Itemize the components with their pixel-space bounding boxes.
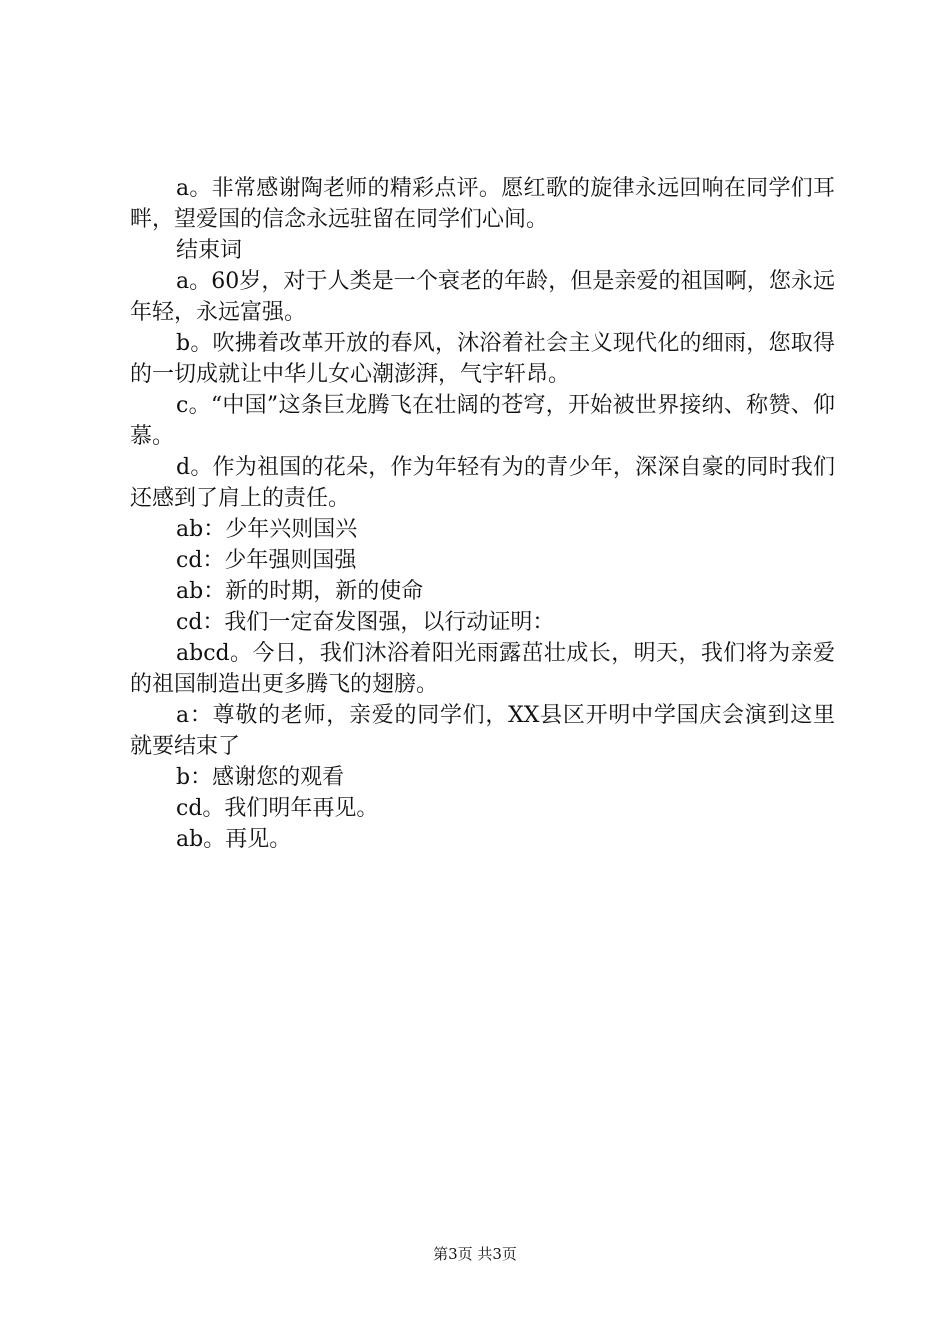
paragraph: ab：新的时期，新的使命 (176, 579, 424, 604)
paragraph: cd。我们明年再见。 (176, 796, 379, 821)
paragraph: cd：我们一定奋发图强，以行动证明： (176, 610, 555, 635)
paragraph: b：感谢您的观看 (176, 765, 345, 790)
paragraph: ab：少年兴则国兴 (176, 517, 358, 542)
paragraph: b。吹拂着改革开放的春风，沐浴着社会主义现代化的细雨，您取得的一切成就让中华儿女心潮澎湃，气宇轩昂。 (130, 331, 835, 387)
paragraph: a。60岁，对于人类是一个衰老的年龄，但是亲爱的祖国啊，您永远年轻，永远富强。 (130, 269, 835, 325)
paragraph: a。非常感谢陶老师的精彩点评。愿红歌的旋律永远回响在同学们耳畔，望爱国的信念永远驻留在同学们心间。 (130, 176, 835, 232)
paragraph: abcd。今日，我们沐浴着阳光雨露茁壮成长，明天，我们将为亲爱的祖国制造出更多腾飞的翅膀。 (130, 641, 835, 697)
section-heading: 结束词 (176, 238, 243, 263)
document-body (130, 173, 835, 855)
paragraph: a：尊敬的老师，亲爱的同学们，XX县区开明中学国庆会演到这里就要结束了 (130, 703, 835, 759)
paragraph: d。作为祖国的花朵，作为年轻有为的青少年，深深自豪的同时我们还感到了肩上的责任。 (130, 455, 835, 511)
page-number-footer: 第3页 共3页 (433, 1245, 517, 1263)
paragraph: cd：少年强则国强 (176, 548, 357, 573)
paragraph: c。“中国”这条巨龙腾飞在壮阔的苍穹，开始被世界接纳、称赞、仰慕。 (130, 393, 835, 449)
paragraph: ab。再见。 (176, 827, 292, 852)
